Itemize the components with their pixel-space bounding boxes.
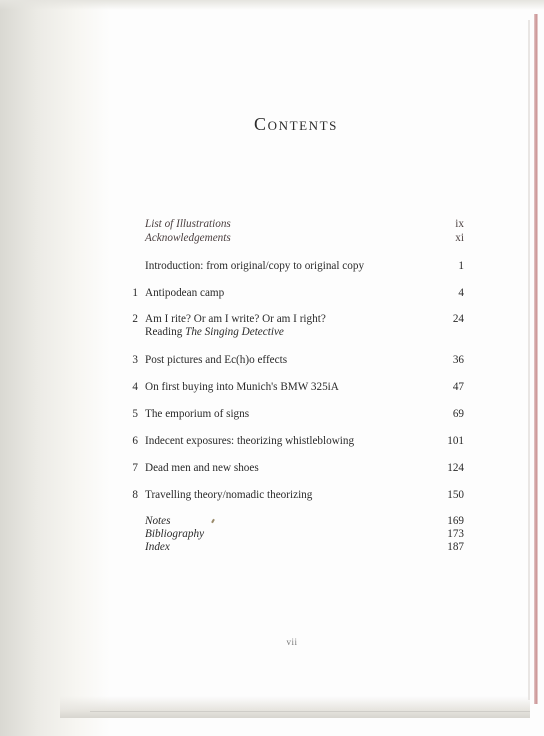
toc-entry-page: 24 <box>452 313 464 325</box>
contents-heading: Contents <box>253 114 339 134</box>
toc-entry-page: 1 <box>458 260 464 272</box>
toc-entry-title: Post pictures and Ec(h)o effects <box>145 354 288 366</box>
toc-entry-title: Antipodean camp <box>145 287 225 299</box>
title-prefix: Reading <box>145 326 186 338</box>
chapter-number: 5 <box>132 408 138 420</box>
toc-entry-page: ix <box>455 218 464 230</box>
toc-entry-title: Introduction: from original/copy to original copy <box>145 260 365 272</box>
chapter-number: 1 <box>132 287 138 299</box>
toc-entry-title: Acknowledgements <box>145 232 231 244</box>
chapter-number: 6 <box>132 435 138 447</box>
toc-entry-title: Bibliography <box>145 528 205 540</box>
toc-entry-page: 187 <box>447 541 464 553</box>
toc-entry-title: Travelling theory/nomadic theorizing <box>145 489 313 501</box>
toc-entry-title: Index <box>145 541 170 553</box>
page-folio: vii <box>286 637 298 647</box>
toc-entry-title-line2 <box>145 326 425 340</box>
chapter-number: 8 <box>132 489 138 501</box>
chapter-number: 2 <box>132 313 138 325</box>
toc-entry-page: 47 <box>452 381 464 393</box>
toc-entry-title: Indecent exposures: theorizing whistleblowing <box>145 435 355 447</box>
toc-entry-page: 69 <box>452 408 464 420</box>
title-italic-work: The Singing Detective <box>185 326 284 338</box>
chapter-number: 7 <box>132 462 138 474</box>
toc-entry-page: xi <box>455 232 464 244</box>
chapter-number: 3 <box>132 354 138 366</box>
toc-entry-title-line1: Am I rite? Or am I write? Or am I right? <box>145 313 326 325</box>
toc-entry-chapter-2 <box>112 313 464 343</box>
toc-entry-title: Notes <box>145 515 171 527</box>
toc-entry-page: 4 <box>458 287 464 299</box>
toc-entry-title: Dead men and new shoes <box>145 462 259 474</box>
toc-entry-title: The emporium of signs <box>145 408 250 420</box>
toc-entry-page: 169 <box>447 515 464 527</box>
chapter-number: 4 <box>132 381 138 393</box>
toc-entry-page: 36 <box>452 354 464 366</box>
toc-entry-page: 101 <box>447 435 464 447</box>
toc-entry-title: On first buying into Munich's BMW 325iA <box>145 381 339 393</box>
toc-entry-page: 150 <box>447 489 464 501</box>
toc-entry-page: 173 <box>447 528 464 540</box>
toc-entry-page: 124 <box>447 462 464 474</box>
toc-entry-title: List of Illustrations <box>145 218 231 230</box>
